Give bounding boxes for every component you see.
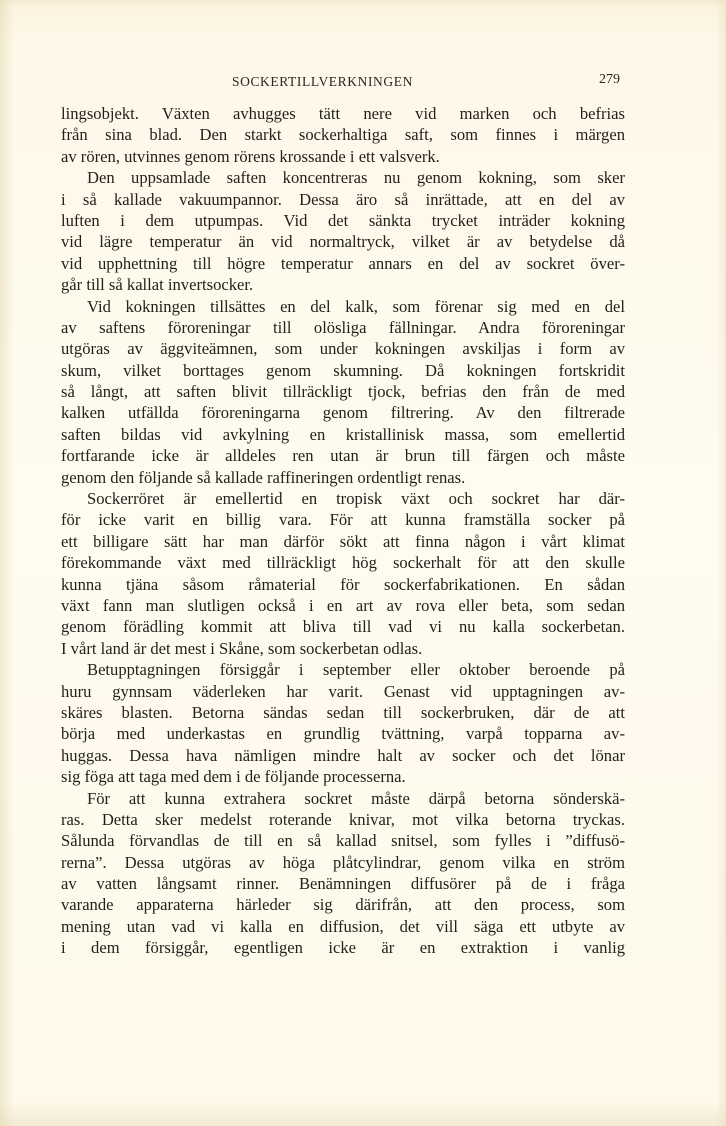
text-line: av saftens föroreningar till olösliga fällningar. Andra föroreningar <box>61 317 625 337</box>
text-line: genom förädling kommit att bliva till vad vi nu kalla sockerbetan. <box>61 617 625 637</box>
text-line: huru gynnsam väderleken har varit. Genast vid upptagningen av- <box>61 681 625 701</box>
text-line: förekommande växt med tillräckligt hög sockerhalt för att den skulle <box>61 553 625 573</box>
text-line: skum, vilket borttages genom skumning. Då kokningen fortskridit <box>61 360 625 380</box>
text-line: luften i dem utpumpas. Vid det sänkta trycket inträder kokning <box>61 210 625 230</box>
paragraph-first-line: Vid kokningen tillsättes en del kalk, som förenar sig med en del <box>87 296 625 316</box>
running-header <box>0 74 726 94</box>
text-line: av rören, utvinnes genom rörens krossande i ett valsverk. <box>61 146 440 166</box>
paragraph-first-line: Den uppsamlade saften koncentreras nu genom kokning, som sker <box>87 168 625 188</box>
paragraph-first-line: Betupptagningen försiggår i september eller oktober beroende på <box>87 660 625 680</box>
text-line: i så kallade vakuumpannor. Dessa äro så inrättade, att en del av <box>61 189 625 209</box>
text-line: fortfarande icke är alldeles ren utan är brun till färgen och måste <box>61 446 625 466</box>
text-line: för icke varit en billig vara. För att kunna framställa socker på <box>61 510 625 530</box>
paragraph-first-line: Sockerröret är emellertid en tropisk växt och sockret har där- <box>87 489 625 509</box>
text-line: ras. Detta sker medelst roterande knivar, mot vilka betorna tryckas. <box>61 809 625 829</box>
text-line: sig föga att taga med dem i de följande processerna. <box>61 767 406 787</box>
text-line: Sålunda förvandlas de till en så kallad snitsel, som fylles i ”diffusö- <box>61 831 625 851</box>
text-line: huggas. Dessa hava nämligen mindre halt av socker och det lönar <box>61 745 625 765</box>
text-line: lingsobjekt. Växten avhugges tätt nere vid marken och befrias <box>61 104 625 123</box>
text-line: genom den följande så kallade raffineringen ordentligt renas. <box>61 467 466 487</box>
text-line: kunna tjäna såsom råmaterial för sockerfabrikationen. En sådan <box>61 574 625 594</box>
text-line: börja med underkastas en grundlig tvättning, varpå topparna av- <box>61 724 625 744</box>
text-line: rerna”. Dessa utgöras av höga plåtcylindrar, genom vilka en ström <box>61 852 625 872</box>
text-line: vid lägre temperatur än vid normaltryck, vilket är av betydelse då <box>61 232 625 252</box>
text-line: kalken utfällda föroreningarna genom filtrering. Av den filtrerade <box>61 403 625 423</box>
text-line: skäres blasten. Betorna sändas sedan till sockerbruken, där de att <box>61 702 625 722</box>
text-line: växt fann man slutligen också i en art av rova eller beta, som sedan <box>61 595 625 615</box>
text-line: vid upphettning till högre temperatur annars en del av sockret över- <box>61 253 625 273</box>
text-line: ett billigare sätt har man därför sökt att finna någon i vårt klimat <box>61 531 625 551</box>
text-line: av vatten långsamt rinner. Benämningen diffusörer på de i fråga <box>61 874 625 894</box>
text-line: så långt, att saften blivit tillräckligt tjock, befrias den från de med <box>61 382 625 402</box>
body-text <box>61 103 625 959</box>
text-line: varande apparaterna härleder sig därifrån, att den process, som <box>61 895 625 915</box>
page-number: 279 <box>599 72 620 87</box>
text-line: mening utan vad vi kalla en diffusion, det vill säga ett utbyte av <box>61 916 625 936</box>
paragraph-first-line: För att kunna extrahera sockret måste därpå betorna sönderskä- <box>87 788 625 808</box>
text-line: saften bildas vid avkylning en kristallinisk massa, som emellertid <box>61 424 625 444</box>
running-title: SOCKERTILLVERKNINGEN <box>232 74 413 89</box>
text-line: går till så kallat invertsocker. <box>61 275 254 295</box>
text-line: från sina blad. Den starkt sockerhaltiga saft, som finnes i märgen <box>61 125 625 145</box>
text-line: utgöras av äggviteämnen, som under kokningen avskiljas i form av <box>61 339 625 359</box>
text-line: I vårt land är det mest i Skåne, som sockerbetan odlas. <box>61 638 423 658</box>
text-line: i dem försiggår, egentligen icke är en extraktion i vanlig <box>61 938 625 958</box>
